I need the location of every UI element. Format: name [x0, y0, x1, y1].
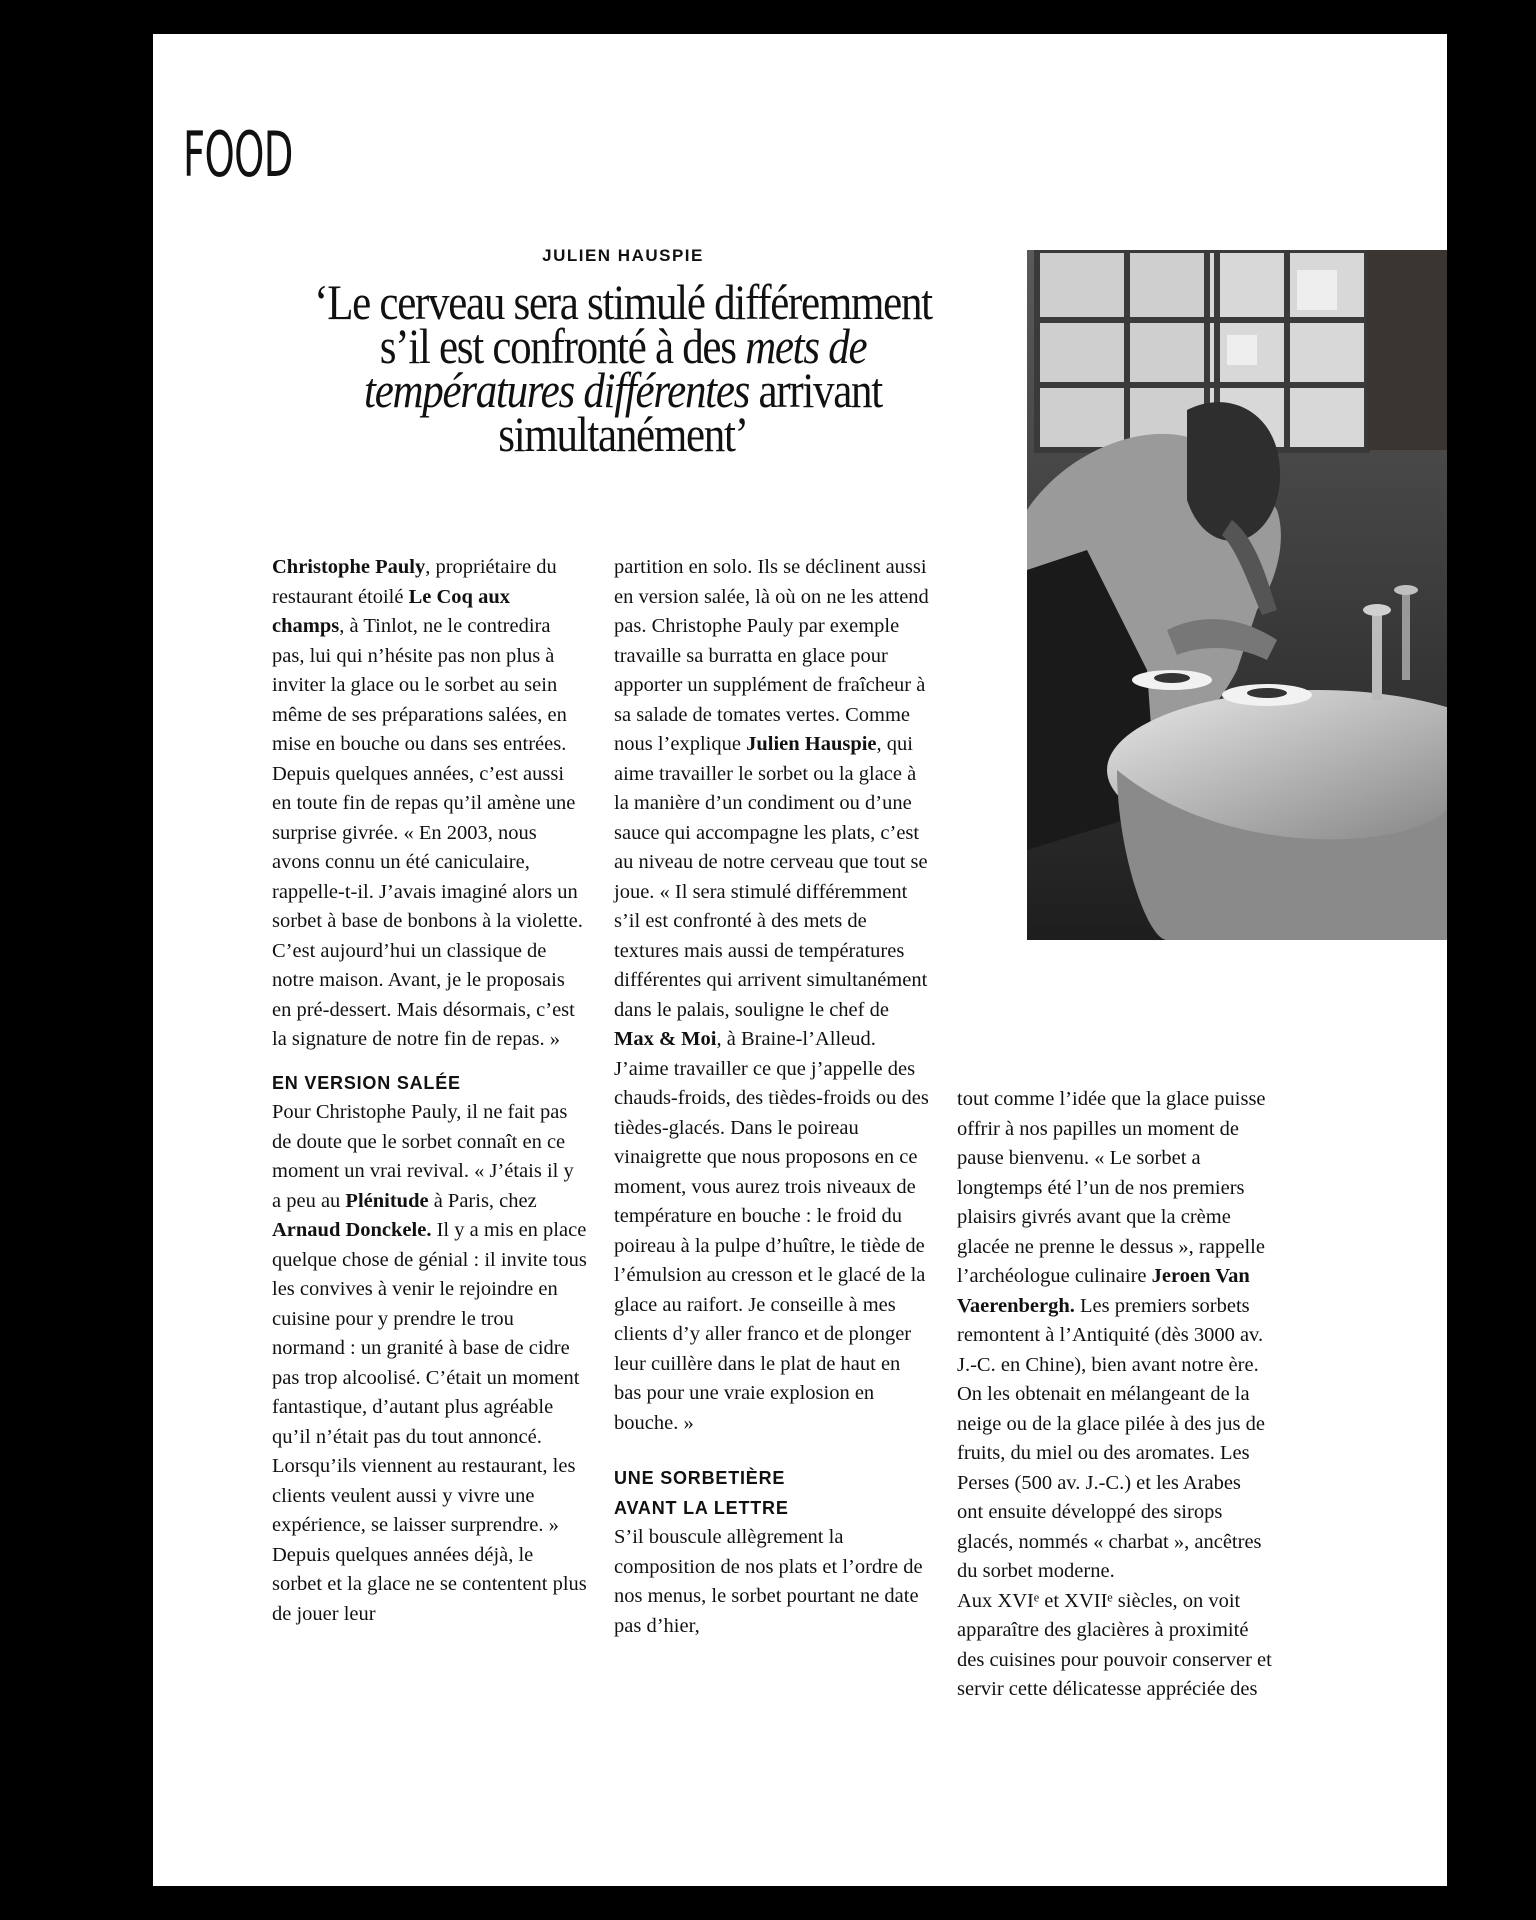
section-label: FOOD — [183, 118, 293, 191]
bold-name: Julien Hauspie — [746, 733, 877, 755]
subheading-line-2: AVANT LA LETTRE — [614, 1497, 789, 1518]
text-run: , propriétaire du restaurant étoilé — [272, 556, 557, 608]
text-run: à Paris, chez — [428, 1189, 537, 1212]
subheading-line-1: UNE SORBETIÈRE — [614, 1468, 786, 1488]
text-run: partition en solo. Ils se déclinent aussi en version salée, là où on ne les attend pas. Christophe Pauly par exemple travaille sa burratta en glace pour apporter un supplément de fraîcheur à sa salade de tomates vertes. Comme nous l’explique — [614, 556, 929, 755]
text-run: Les premiers sorbets remontent à l’Antiquité (dès 3000 av. J.-C. en Chine), bien avant notre ère. On les obtenait en mélangeant de la neige ou de la glace pilée à des jus de fruits, du miel ou des aromates. Les Perses (500 av. J.-C.) et les Arabes ont ensuite développé des sirops glacés, nommés « charbat », ancêtres du sorbet moderne. — [957, 1294, 1265, 1582]
paragraph — [957, 1587, 1272, 1705]
article-column-2 — [614, 553, 929, 1641]
pull-quote-part2: arrivant simultanément’ — [498, 362, 882, 462]
bold-name: Plénitude — [345, 1189, 429, 1212]
text-run: tout comme l’idée que la glace puisse offrir à nos papilles un moment de pause bienvenu. « Le sorbet a longtemps été l’un de nos premiers plaisirs givrés avant que la crème glacée ne prenne le dessus », rappelle l’archéologue culinaire — [957, 1088, 1266, 1287]
quote-attribution: JULIEN HAUSPIE — [542, 246, 704, 265]
article-column-3 — [957, 1085, 1272, 1705]
article-column-1 — [272, 553, 587, 1629]
magazine-page — [153, 34, 1447, 1886]
text-run: S’il bouscule allègrement la composition de nos plats et l’ordre de nos menus, le sorbet pourtant ne date pas d’hier, — [614, 1526, 923, 1637]
bold-name: Le Coq aux champs — [272, 585, 510, 637]
paragraph — [272, 1098, 587, 1541]
chef-photo — [1027, 250, 1447, 940]
text-run: , à Tinlot, ne le contredira pas, lui qui n’hésite pas non plus à inviter la glace ou le sorbet au sein même de ses préparations salées, en mise en bouche ou dans ses entrées. Depuis quelques années, c’est aussi en toute fin de repas qu’il amène une surprise givrée. « En 2003, nous avons connu un été caniculaire, rappelle-t-il. J’avais imaginé alors un sorbet à base de bonbons à la violette. C’est aujourd’hui un classique de notre maison. Avant, je le proposais en pré-dessert. Mais désormais, c’est la signature de notre fin de repas. » — [272, 615, 583, 1050]
text-run: , à Braine-l’Alleud. J’aime travailler ce que j’appelle des chauds-froids, des tièdes-froids ou des tièdes-glacés. Dans le poireau vinaigrette que nous proposons en ce moment, vous aurez trois niveaux de température en bouche : le froid du poireau à la pulpe d’huître, le tiède de l’émulsion au cresson et le glacé de la glace au raifort. Je conseille à mes clients d’y aller franco et de plonger leur cuillère dans le plat de haut en bas pour une vraie explosion en bouche. » — [614, 1028, 929, 1434]
bold-name: Arnaud Donckele. — [272, 1219, 432, 1241]
text-run: , qui aime travailler le sorbet ou la glace à la manière d’un condiment ou d’une sauce qui accompagne les plats, c’est au niveau de notre cerveau que tout se joue. « Il sera stimulé différemment s’il est confronté à des mets de textures mais aussi de températures différentes qui arrivent simultanément dans le palais, souligne le chef de — [614, 733, 928, 1021]
paragraph — [272, 1541, 587, 1630]
paragraph — [272, 553, 587, 1055]
bold-name: Jeroen Van Vaerenbergh. — [957, 1265, 1250, 1317]
pull-quote-part1: ‘Le cerveau sera stimulé différemment s’il est confronté à des — [314, 274, 932, 374]
paragraph — [614, 1523, 929, 1641]
text-run: Il y a mis en place quelque chose de génial : il invite tous les convives à venir le rejoindre en cuisine pour y prendre le trou normand : un granité à base de cidre pas trop alcoolisé. C’était un moment fantastique, d’autant plus agréable qu’il n’était pas du tout annoncé. Lorsqu’ils viennent au restaurant, les clients veulent aussi y vivre une expérience, se laisser surprendre. » — [272, 1219, 587, 1536]
pull-quote — [313, 274, 932, 462]
paragraph — [614, 553, 929, 1438]
bold-name: Max & Moi — [614, 1028, 717, 1050]
text-run: Aux XVIᵉ et XVIIᵉ siècles, on voit apparaître des glacières à proximité des cuisines pour pouvoir conserver et servir cette délicatesse appréciée des — [957, 1589, 1272, 1700]
section-subheading: EN VERSION SALÉE — [272, 1072, 461, 1093]
chef-plating-photo-icon — [1027, 250, 1447, 940]
text-run: Depuis quelques années déjà, le sorbet et la glace ne se contentent plus de jouer leur — [272, 1543, 587, 1625]
section-subheading — [614, 1464, 929, 1523]
paragraph — [957, 1085, 1272, 1587]
bold-name: Christophe Pauly — [272, 556, 426, 578]
pull-quote-emphasis: mets de températures différentes — [364, 318, 867, 418]
text-run: Pour Christophe Pauly, il ne fait pas de doute que le sorbet connaît en ce moment un vrai revival. « J’étais il y a peu au — [272, 1101, 574, 1212]
